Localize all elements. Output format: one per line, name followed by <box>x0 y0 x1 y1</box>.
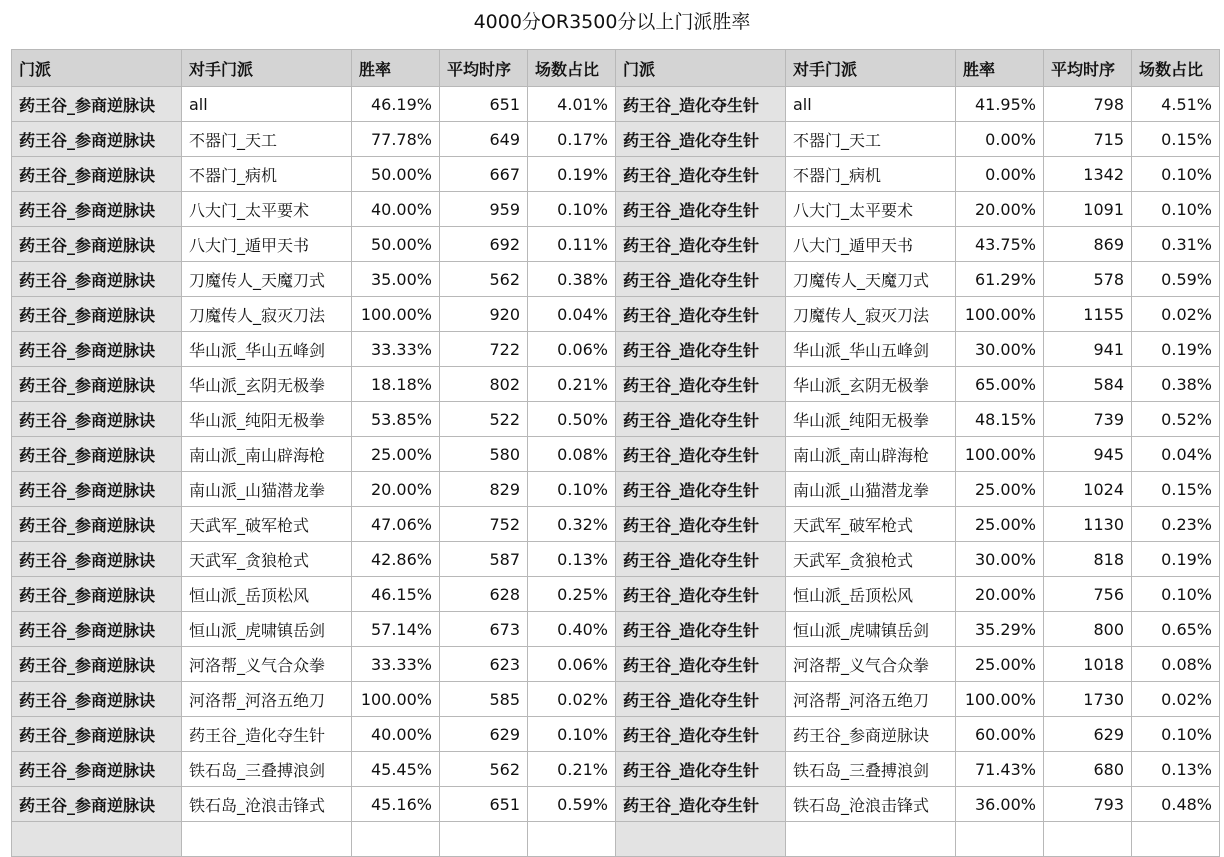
cell-opponent-sect <box>786 822 956 857</box>
column-header-avg-duration: 平均时序 <box>440 50 528 87</box>
cell-opponent-sect: 铁石岛_沧浪击锋式 <box>786 787 956 822</box>
cell-match-share: 0.06% <box>528 647 616 682</box>
table-row <box>12 542 1220 577</box>
cell-opponent-sect: 不器门_天工 <box>786 122 956 157</box>
cell-opponent-sect: 南山派_南山辟海枪 <box>786 437 956 472</box>
cell-avg-duration: 941 <box>1044 332 1132 367</box>
cell-opponent-sect: 华山派_纯阳无极拳 <box>182 402 352 437</box>
cell-avg-duration: 739 <box>1044 402 1132 437</box>
cell-win-rate: 77.78% <box>352 122 440 157</box>
cell-sect: 药王谷_参商逆脉诀 <box>12 402 182 437</box>
cell-win-rate: 30.00% <box>956 542 1044 577</box>
table-body <box>12 87 1220 857</box>
cell-avg-duration: 1018 <box>1044 647 1132 682</box>
column-header-opponent-sect: 对手门派 <box>182 50 352 87</box>
cell-match-share: 0.10% <box>528 472 616 507</box>
cell-avg-duration: 673 <box>440 612 528 647</box>
table-row <box>12 402 1220 437</box>
table-row <box>12 262 1220 297</box>
cell-opponent-sect: 八大门_遁甲天书 <box>786 227 956 262</box>
cell-sect: 药王谷_参商逆脉诀 <box>12 367 182 402</box>
cell-sect: 药王谷_造化夺生针 <box>616 752 786 787</box>
cell-match-share: 0.08% <box>1132 647 1220 682</box>
cell-win-rate: 43.75% <box>956 227 1044 262</box>
cell-match-share: 0.19% <box>1132 332 1220 367</box>
cell-win-rate: 100.00% <box>956 297 1044 332</box>
cell-match-share: 0.59% <box>1132 262 1220 297</box>
cell-opponent-sect: 华山派_玄阴无极拳 <box>786 367 956 402</box>
table-row <box>12 752 1220 787</box>
cell-match-share: 0.15% <box>1132 472 1220 507</box>
cell-avg-duration: 629 <box>1044 717 1132 752</box>
cell-win-rate: 20.00% <box>352 472 440 507</box>
cell-avg-duration: 623 <box>440 647 528 682</box>
cell-match-share <box>1132 822 1220 857</box>
cell-opponent-sect: 天武军_贪狼枪式 <box>182 542 352 577</box>
cell-match-share: 0.13% <box>1132 752 1220 787</box>
cell-opponent-sect: 八大门_太平要术 <box>786 192 956 227</box>
cell-opponent-sect: 刀魔传人_天魔刀式 <box>182 262 352 297</box>
table-row <box>12 612 1220 647</box>
column-header-win-rate: 胜率 <box>956 50 1044 87</box>
cell-sect: 药王谷_参商逆脉诀 <box>12 122 182 157</box>
cell-sect: 药王谷_造化夺生针 <box>616 122 786 157</box>
cell-match-share: 0.10% <box>1132 157 1220 192</box>
cell-opponent-sect: 铁石岛_三叠搏浪剑 <box>182 752 352 787</box>
cell-opponent-sect: all <box>786 87 956 122</box>
cell-sect: 药王谷_造化夺生针 <box>616 332 786 367</box>
cell-avg-duration: 869 <box>1044 227 1132 262</box>
cell-win-rate: 20.00% <box>956 577 1044 612</box>
cell-sect <box>616 822 786 857</box>
cell-avg-duration: 585 <box>440 682 528 717</box>
cell-sect: 药王谷_造化夺生针 <box>616 192 786 227</box>
cell-win-rate: 53.85% <box>352 402 440 437</box>
cell-win-rate: 47.06% <box>352 507 440 542</box>
cell-win-rate: 41.95% <box>956 87 1044 122</box>
cell-avg-duration <box>1044 822 1132 857</box>
cell-avg-duration: 522 <box>440 402 528 437</box>
cell-win-rate: 48.15% <box>956 402 1044 437</box>
cell-opponent-sect <box>182 822 352 857</box>
cell-avg-duration: 802 <box>440 367 528 402</box>
cell-win-rate: 35.29% <box>956 612 1044 647</box>
cell-opponent-sect: all <box>182 87 352 122</box>
table-row <box>12 472 1220 507</box>
cell-avg-duration: 793 <box>1044 787 1132 822</box>
cell-sect: 药王谷_参商逆脉诀 <box>12 437 182 472</box>
cell-avg-duration: 651 <box>440 787 528 822</box>
table-row <box>12 157 1220 192</box>
cell-sect: 药王谷_造化夺生针 <box>616 507 786 542</box>
cell-sect: 药王谷_造化夺生针 <box>616 717 786 752</box>
cell-sect: 药王谷_造化夺生针 <box>616 542 786 577</box>
cell-avg-duration: 829 <box>440 472 528 507</box>
cell-avg-duration: 628 <box>440 577 528 612</box>
table-row <box>12 367 1220 402</box>
cell-sect: 药王谷_参商逆脉诀 <box>12 717 182 752</box>
cell-win-rate: 45.45% <box>352 752 440 787</box>
cell-win-rate: 25.00% <box>956 647 1044 682</box>
table-row <box>12 192 1220 227</box>
cell-win-rate: 36.00% <box>956 787 1044 822</box>
cell-opponent-sect: 南山派_南山辟海枪 <box>182 437 352 472</box>
cell-avg-duration: 584 <box>1044 367 1132 402</box>
cell-opponent-sect: 恒山派_虎啸镇岳剑 <box>182 612 352 647</box>
cell-match-share: 0.08% <box>528 437 616 472</box>
cell-opponent-sect: 天武军_破军枪式 <box>786 507 956 542</box>
cell-avg-duration: 629 <box>440 717 528 752</box>
cell-avg-duration: 798 <box>1044 87 1132 122</box>
cell-match-share: 0.10% <box>1132 717 1220 752</box>
cell-match-share: 0.25% <box>528 577 616 612</box>
cell-match-share: 0.48% <box>1132 787 1220 822</box>
cell-opponent-sect: 铁石岛_沧浪击锋式 <box>182 787 352 822</box>
cell-match-share: 0.10% <box>1132 577 1220 612</box>
cell-win-rate: 25.00% <box>956 507 1044 542</box>
cell-avg-duration: 756 <box>1044 577 1132 612</box>
cell-match-share: 0.21% <box>528 752 616 787</box>
cell-sect: 药王谷_参商逆脉诀 <box>12 612 182 647</box>
winrate-table <box>11 49 1220 857</box>
table-row <box>12 122 1220 157</box>
cell-avg-duration: 1024 <box>1044 472 1132 507</box>
table-row <box>12 682 1220 717</box>
cell-win-rate: 60.00% <box>956 717 1044 752</box>
cell-match-share: 0.06% <box>528 332 616 367</box>
cell-win-rate <box>352 822 440 857</box>
cell-win-rate: 20.00% <box>956 192 1044 227</box>
cell-match-share: 0.38% <box>528 262 616 297</box>
cell-opponent-sect: 天武军_破军枪式 <box>182 507 352 542</box>
table-row <box>12 437 1220 472</box>
cell-sect <box>12 822 182 857</box>
cell-avg-duration: 818 <box>1044 542 1132 577</box>
cell-match-share: 0.59% <box>528 787 616 822</box>
cell-sect: 药王谷_参商逆脉诀 <box>12 787 182 822</box>
column-header-sect: 门派 <box>12 50 182 87</box>
cell-win-rate: 0.00% <box>956 122 1044 157</box>
cell-match-share: 0.38% <box>1132 367 1220 402</box>
cell-sect: 药王谷_参商逆脉诀 <box>12 297 182 332</box>
cell-sect: 药王谷_参商逆脉诀 <box>12 472 182 507</box>
cell-opponent-sect: 河洛帮_义气合众拳 <box>182 647 352 682</box>
table-header <box>12 50 1220 87</box>
cell-sect: 药王谷_参商逆脉诀 <box>12 227 182 262</box>
cell-match-share: 0.40% <box>528 612 616 647</box>
cell-win-rate: 42.86% <box>352 542 440 577</box>
cell-match-share: 0.02% <box>1132 297 1220 332</box>
cell-sect: 药王谷_参商逆脉诀 <box>12 157 182 192</box>
cell-avg-duration: 580 <box>440 437 528 472</box>
cell-sect: 药王谷_参商逆脉诀 <box>12 332 182 367</box>
cell-match-share: 0.02% <box>528 682 616 717</box>
cell-sect: 药王谷_造化夺生针 <box>616 682 786 717</box>
cell-opponent-sect: 华山派_华山五峰剑 <box>182 332 352 367</box>
cell-match-share: 4.01% <box>528 87 616 122</box>
cell-avg-duration: 945 <box>1044 437 1132 472</box>
cell-avg-duration: 562 <box>440 752 528 787</box>
cell-win-rate: 33.33% <box>352 647 440 682</box>
table-row <box>12 507 1220 542</box>
cell-match-share: 0.65% <box>1132 612 1220 647</box>
table-row <box>12 297 1220 332</box>
cell-avg-duration: 1730 <box>1044 682 1132 717</box>
cell-match-share: 0.15% <box>1132 122 1220 157</box>
cell-win-rate: 40.00% <box>352 717 440 752</box>
cell-opponent-sect: 不器门_病机 <box>786 157 956 192</box>
cell-match-share: 0.04% <box>528 297 616 332</box>
cell-opponent-sect: 刀魔传人_天魔刀式 <box>786 262 956 297</box>
cell-match-share: 0.32% <box>528 507 616 542</box>
cell-sect: 药王谷_参商逆脉诀 <box>12 577 182 612</box>
cell-sect: 药王谷_造化夺生针 <box>616 472 786 507</box>
column-header-opponent-sect: 对手门派 <box>786 50 956 87</box>
cell-avg-duration: 578 <box>1044 262 1132 297</box>
cell-match-share: 0.19% <box>1132 542 1220 577</box>
table-row <box>12 787 1220 822</box>
cell-win-rate: 61.29% <box>956 262 1044 297</box>
cell-match-share: 0.04% <box>1132 437 1220 472</box>
table-row <box>12 87 1220 122</box>
cell-win-rate: 100.00% <box>352 297 440 332</box>
cell-opponent-sect: 刀魔传人_寂灭刀法 <box>182 297 352 332</box>
cell-sect: 药王谷_造化夺生针 <box>616 437 786 472</box>
cell-match-share: 0.52% <box>1132 402 1220 437</box>
cell-opponent-sect: 华山派_纯阳无极拳 <box>786 402 956 437</box>
cell-sect: 药王谷_参商逆脉诀 <box>12 87 182 122</box>
cell-sect: 药王谷_参商逆脉诀 <box>12 682 182 717</box>
cell-win-rate: 35.00% <box>352 262 440 297</box>
table-row <box>12 227 1220 262</box>
cell-sect: 药王谷_造化夺生针 <box>616 647 786 682</box>
column-header-match-share: 场数占比 <box>528 50 616 87</box>
cell-match-share: 0.21% <box>528 367 616 402</box>
cell-avg-duration: 649 <box>440 122 528 157</box>
cell-win-rate <box>956 822 1044 857</box>
cell-match-share: 0.17% <box>528 122 616 157</box>
page-title: 4000分OR3500分以上门派胜率 <box>473 11 751 33</box>
cell-avg-duration: 587 <box>440 542 528 577</box>
cell-opponent-sect: 恒山派_岳顶松风 <box>182 577 352 612</box>
cell-match-share: 0.13% <box>528 542 616 577</box>
cell-win-rate: 65.00% <box>956 367 1044 402</box>
cell-opponent-sect: 南山派_山猫潜龙拳 <box>182 472 352 507</box>
cell-sect: 药王谷_造化夺生针 <box>616 297 786 332</box>
cell-match-share: 0.11% <box>528 227 616 262</box>
column-header-match-share: 场数占比 <box>1132 50 1220 87</box>
cell-avg-duration: 722 <box>440 332 528 367</box>
cell-match-share <box>528 822 616 857</box>
cell-opponent-sect: 华山派_玄阴无极拳 <box>182 367 352 402</box>
cell-sect: 药王谷_造化夺生针 <box>616 612 786 647</box>
cell-avg-duration: 1342 <box>1044 157 1132 192</box>
cell-sect: 药王谷_造化夺生针 <box>616 402 786 437</box>
cell-avg-duration: 920 <box>440 297 528 332</box>
cell-avg-duration: 1155 <box>1044 297 1132 332</box>
cell-win-rate: 18.18% <box>352 367 440 402</box>
cell-win-rate: 50.00% <box>352 227 440 262</box>
cell-opponent-sect: 华山派_华山五峰剑 <box>786 332 956 367</box>
cell-win-rate: 25.00% <box>352 437 440 472</box>
cell-avg-duration: 667 <box>440 157 528 192</box>
cell-opponent-sect: 南山派_山猫潜龙拳 <box>786 472 956 507</box>
cell-sect: 药王谷_造化夺生针 <box>616 87 786 122</box>
cell-win-rate: 46.19% <box>352 87 440 122</box>
cell-opponent-sect: 天武军_贪狼枪式 <box>786 542 956 577</box>
cell-avg-duration: 651 <box>440 87 528 122</box>
cell-win-rate: 100.00% <box>956 682 1044 717</box>
cell-win-rate: 46.15% <box>352 577 440 612</box>
cell-sect: 药王谷_造化夺生针 <box>616 262 786 297</box>
cell-avg-duration: 959 <box>440 192 528 227</box>
cell-sect: 药王谷_造化夺生针 <box>616 577 786 612</box>
cell-opponent-sect: 八大门_遁甲天书 <box>182 227 352 262</box>
cell-win-rate: 57.14% <box>352 612 440 647</box>
cell-sect: 药王谷_参商逆脉诀 <box>12 507 182 542</box>
cell-opponent-sect: 不器门_天工 <box>182 122 352 157</box>
cell-sect: 药王谷_参商逆脉诀 <box>12 542 182 577</box>
cell-opponent-sect: 药王谷_造化夺生针 <box>182 717 352 752</box>
cell-sect: 药王谷_参商逆脉诀 <box>12 752 182 787</box>
cell-win-rate: 33.33% <box>352 332 440 367</box>
table-row <box>12 822 1220 857</box>
cell-opponent-sect: 不器门_病机 <box>182 157 352 192</box>
cell-avg-duration: 715 <box>1044 122 1132 157</box>
cell-win-rate: 50.00% <box>352 157 440 192</box>
cell-win-rate: 100.00% <box>956 437 1044 472</box>
cell-opponent-sect: 河洛帮_河洛五绝刀 <box>182 682 352 717</box>
cell-win-rate: 40.00% <box>352 192 440 227</box>
cell-sect: 药王谷_参商逆脉诀 <box>12 647 182 682</box>
cell-match-share: 0.50% <box>528 402 616 437</box>
cell-opponent-sect: 八大门_太平要术 <box>182 192 352 227</box>
cell-match-share: 0.19% <box>528 157 616 192</box>
table-row <box>12 577 1220 612</box>
cell-avg-duration: 680 <box>1044 752 1132 787</box>
cell-win-rate: 100.00% <box>352 682 440 717</box>
column-header-avg-duration: 平均时序 <box>1044 50 1132 87</box>
cell-opponent-sect: 河洛帮_义气合众拳 <box>786 647 956 682</box>
cell-sect: 药王谷_造化夺生针 <box>616 227 786 262</box>
cell-match-share: 0.31% <box>1132 227 1220 262</box>
cell-avg-duration: 562 <box>440 262 528 297</box>
cell-opponent-sect: 恒山派_虎啸镇岳剑 <box>786 612 956 647</box>
cell-avg-duration: 692 <box>440 227 528 262</box>
table-row <box>12 717 1220 752</box>
cell-win-rate: 0.00% <box>956 157 1044 192</box>
cell-win-rate: 25.00% <box>956 472 1044 507</box>
column-header-win-rate: 胜率 <box>352 50 440 87</box>
cell-win-rate: 30.00% <box>956 332 1044 367</box>
cell-match-share: 4.51% <box>1132 87 1220 122</box>
table-row <box>12 332 1220 367</box>
cell-sect: 药王谷_参商逆脉诀 <box>12 192 182 227</box>
cell-opponent-sect: 药王谷_参商逆脉诀 <box>786 717 956 752</box>
cell-win-rate: 71.43% <box>956 752 1044 787</box>
cell-avg-duration: 800 <box>1044 612 1132 647</box>
cell-sect: 药王谷_造化夺生针 <box>616 367 786 402</box>
cell-sect: 药王谷_造化夺生针 <box>616 787 786 822</box>
cell-match-share: 0.02% <box>1132 682 1220 717</box>
cell-avg-duration: 1091 <box>1044 192 1132 227</box>
cell-win-rate: 45.16% <box>352 787 440 822</box>
cell-avg-duration <box>440 822 528 857</box>
cell-opponent-sect: 河洛帮_河洛五绝刀 <box>786 682 956 717</box>
cell-match-share: 0.23% <box>1132 507 1220 542</box>
cell-sect: 药王谷_造化夺生针 <box>616 157 786 192</box>
cell-match-share: 0.10% <box>1132 192 1220 227</box>
cell-avg-duration: 752 <box>440 507 528 542</box>
cell-opponent-sect: 铁石岛_三叠搏浪剑 <box>786 752 956 787</box>
cell-match-share: 0.10% <box>528 717 616 752</box>
table-row <box>12 647 1220 682</box>
cell-sect: 药王谷_参商逆脉诀 <box>12 262 182 297</box>
cell-avg-duration: 1130 <box>1044 507 1132 542</box>
column-header-sect: 门派 <box>616 50 786 87</box>
cell-match-share: 0.10% <box>528 192 616 227</box>
cell-opponent-sect: 刀魔传人_寂灭刀法 <box>786 297 956 332</box>
cell-opponent-sect: 恒山派_岳顶松风 <box>786 577 956 612</box>
